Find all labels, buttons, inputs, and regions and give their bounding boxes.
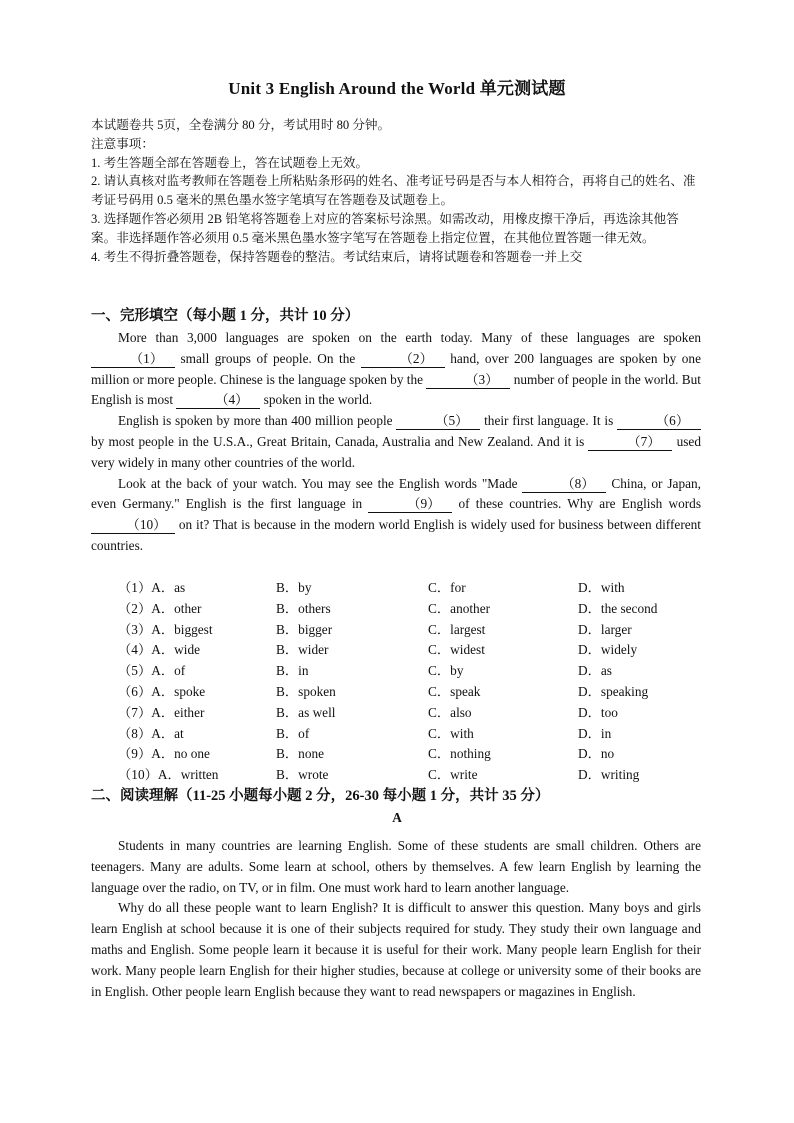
option-row (118, 681, 718, 702)
passage-text: their first language. It is (480, 413, 618, 429)
passage-text: small groups of people. On the (175, 350, 361, 366)
answer-option: D．no (578, 746, 615, 762)
answer-blank[interactable]: （1） (91, 351, 175, 368)
answer-option: D．as (578, 663, 612, 679)
answer-option: C．by (428, 663, 464, 679)
section-heading-reading: 二、阅读理解（11-25 小题每小题 2 分，26-30 每小题 1 分，共计 35 分） (91, 788, 550, 804)
passage-text: of these countries. Why are English words (452, 496, 702, 512)
passage-text: hand, over 200 languages are spoken by one million or more people. Chinese is the language spoken by the (91, 350, 701, 387)
passage-text: English is spoken by more than 400 million people (118, 413, 397, 429)
answer-option: （2）A．other (118, 600, 202, 616)
instruction-line: 1. 考生答题全部在答题卷上，答在试题卷上无效。 (91, 155, 369, 170)
cloze-options (118, 577, 718, 785)
answer-option: D．too (578, 704, 618, 720)
cloze-paragraph (91, 328, 701, 411)
option-row (118, 702, 718, 723)
answer-option: （8）A．at (118, 725, 184, 741)
answer-option: D．the second (578, 600, 658, 616)
answer-blank[interactable]: （10） (91, 517, 175, 534)
passage-text: by most people in the U.S.A., Great Britain, Canada, Australia and New Zealand. And it is (91, 433, 589, 449)
answer-blank[interactable]: （7） (588, 434, 672, 451)
answer-option: B．wider (276, 642, 329, 658)
answer-option: B．none (276, 746, 325, 762)
reading-passage-a (91, 836, 701, 1002)
answer-option: （9）A．no one (118, 746, 210, 762)
answer-option: （7）A．either (118, 704, 205, 720)
answer-option: B．in (276, 663, 309, 679)
instruction-line: 4. 考生不得折叠答题卷，保持答题卷的整洁。考试结束后，请将试题卷和答题卷一并上交 (91, 249, 583, 264)
passage-paragraph: Students in many countries are learning English. Some of these students are small children. Others are teenagers. Many are adults. Some learn at school, others by themselves. A few learn English by learning the language over the radio, on TV, or in film. One must work hard to learn another language. (91, 838, 701, 895)
passage-text: number of people in the world. But English is most (91, 371, 701, 408)
instruction-line: 注意事项： (91, 136, 154, 151)
option-row (118, 619, 718, 640)
answer-option: B．of (276, 725, 310, 741)
section-heading-cloze: 一、完形填空（每小题 1 分，共计 10 分） (91, 308, 360, 324)
passage-text: China, or Japan, even Germany." English is the first language in (91, 475, 701, 512)
passage-text: More than 3,000 languages are spoken on the earth today. Many of these languages are spoken (118, 330, 701, 345)
instruction-line: 本试题卷共 5页，全卷满分 80 分，考试用时 80 分钟。 (91, 118, 391, 132)
answer-option: （3）A．biggest (118, 621, 213, 637)
answer-option: D．with (578, 580, 625, 595)
option-row (118, 743, 718, 764)
answer-option: C．with (428, 725, 474, 741)
answer-option: C．another (428, 600, 491, 616)
passage-paragraph: Why do all these people want to learn English? It is difficult to answer this question. Many boys and girls learn English at school because it is one of their subjects required for study. They study their own language and maths and English. Some people learn it because it is useful for their work. Many people learn English for their work. Many people learn English for their higher studies, because at college or university some of their books are in English. Other people learn English because they want to read newspapers or magazines in English. (91, 900, 701, 999)
instruction-line: 2. 请认真核对监考教师在答题卷上所粘贴条形码的姓名、准考证号码是否与本人相符合，再将自己的姓名、准考证号码用 0.5 毫米的黑色墨水签字笔填写在答题卷及试题卷上。 (91, 174, 696, 208)
answer-option: B．spoken (276, 683, 336, 699)
answer-option: （6）A．spoke (118, 683, 206, 699)
passage-label: A (392, 810, 402, 825)
option-row (118, 723, 718, 744)
instruction-line: 3. 选择题作答必须用 2B 铅笔将答题卷上对应的答案标号涂黑。如需改动，用橡皮擦干净后，再选涂其他答案。非选择题作答必须用 0.5 毫米黑色墨水签字笔写在答题卷上指定位置，在其他位置答题一律无效。 (91, 211, 679, 245)
option-row (118, 660, 718, 681)
answer-blank[interactable]: （3） (426, 372, 510, 389)
passage-text: Look at the back of your watch. You may see the English words "Made (118, 475, 523, 491)
answer-option: D．in (578, 725, 612, 741)
answer-option: C．speak (428, 683, 481, 699)
answer-option: C．nothing (428, 746, 491, 762)
option-row (118, 764, 718, 785)
passage-text: used very widely in many other countries of the world. (91, 433, 701, 470)
exam-instructions (91, 116, 703, 266)
answer-blank[interactable]: （5） (396, 413, 480, 430)
answer-option: B．others (276, 600, 331, 616)
answer-option: D．larger (578, 621, 632, 637)
cloze-paragraph (91, 411, 701, 473)
answer-option: （1）A．as (118, 580, 186, 595)
cloze-passage (91, 328, 701, 557)
option-row (118, 639, 718, 660)
answer-option: D．speaking (578, 683, 649, 699)
answer-option: D．widely (578, 642, 638, 658)
cloze-paragraph (91, 474, 701, 557)
option-row (118, 598, 718, 619)
answer-option: C．largest (428, 621, 486, 637)
passage-text: on it? That is because in the modern world English is widely used for business between different countries. (91, 517, 701, 553)
answer-option: B．bigger (276, 621, 333, 637)
answer-option: B．by (276, 580, 312, 595)
answer-option: C．also (428, 704, 472, 720)
answer-option: C．widest (428, 642, 485, 658)
option-row (118, 577, 718, 598)
answer-blank[interactable]: （4） (176, 392, 260, 409)
answer-option: B．wrote (276, 767, 329, 783)
answer-option: （4）A．wide (118, 642, 200, 658)
answer-option: D．writing (578, 767, 640, 783)
answer-blank[interactable]: （6） (617, 413, 701, 430)
answer-option: （5）A．of (118, 663, 186, 679)
answer-option: B．as well (276, 704, 336, 720)
answer-option: C．for (428, 580, 466, 595)
page-title: Unit 3 English Around the World 单元测试题 (228, 79, 566, 98)
answer-blank[interactable]: （2） (361, 351, 445, 368)
passage-text: spoken in the world. (260, 392, 373, 408)
answer-blank[interactable]: （9） (368, 496, 452, 513)
answer-blank[interactable]: （8） (522, 476, 606, 493)
answer-option: C．write (428, 767, 478, 783)
answer-option: （10）A．written (118, 767, 219, 783)
